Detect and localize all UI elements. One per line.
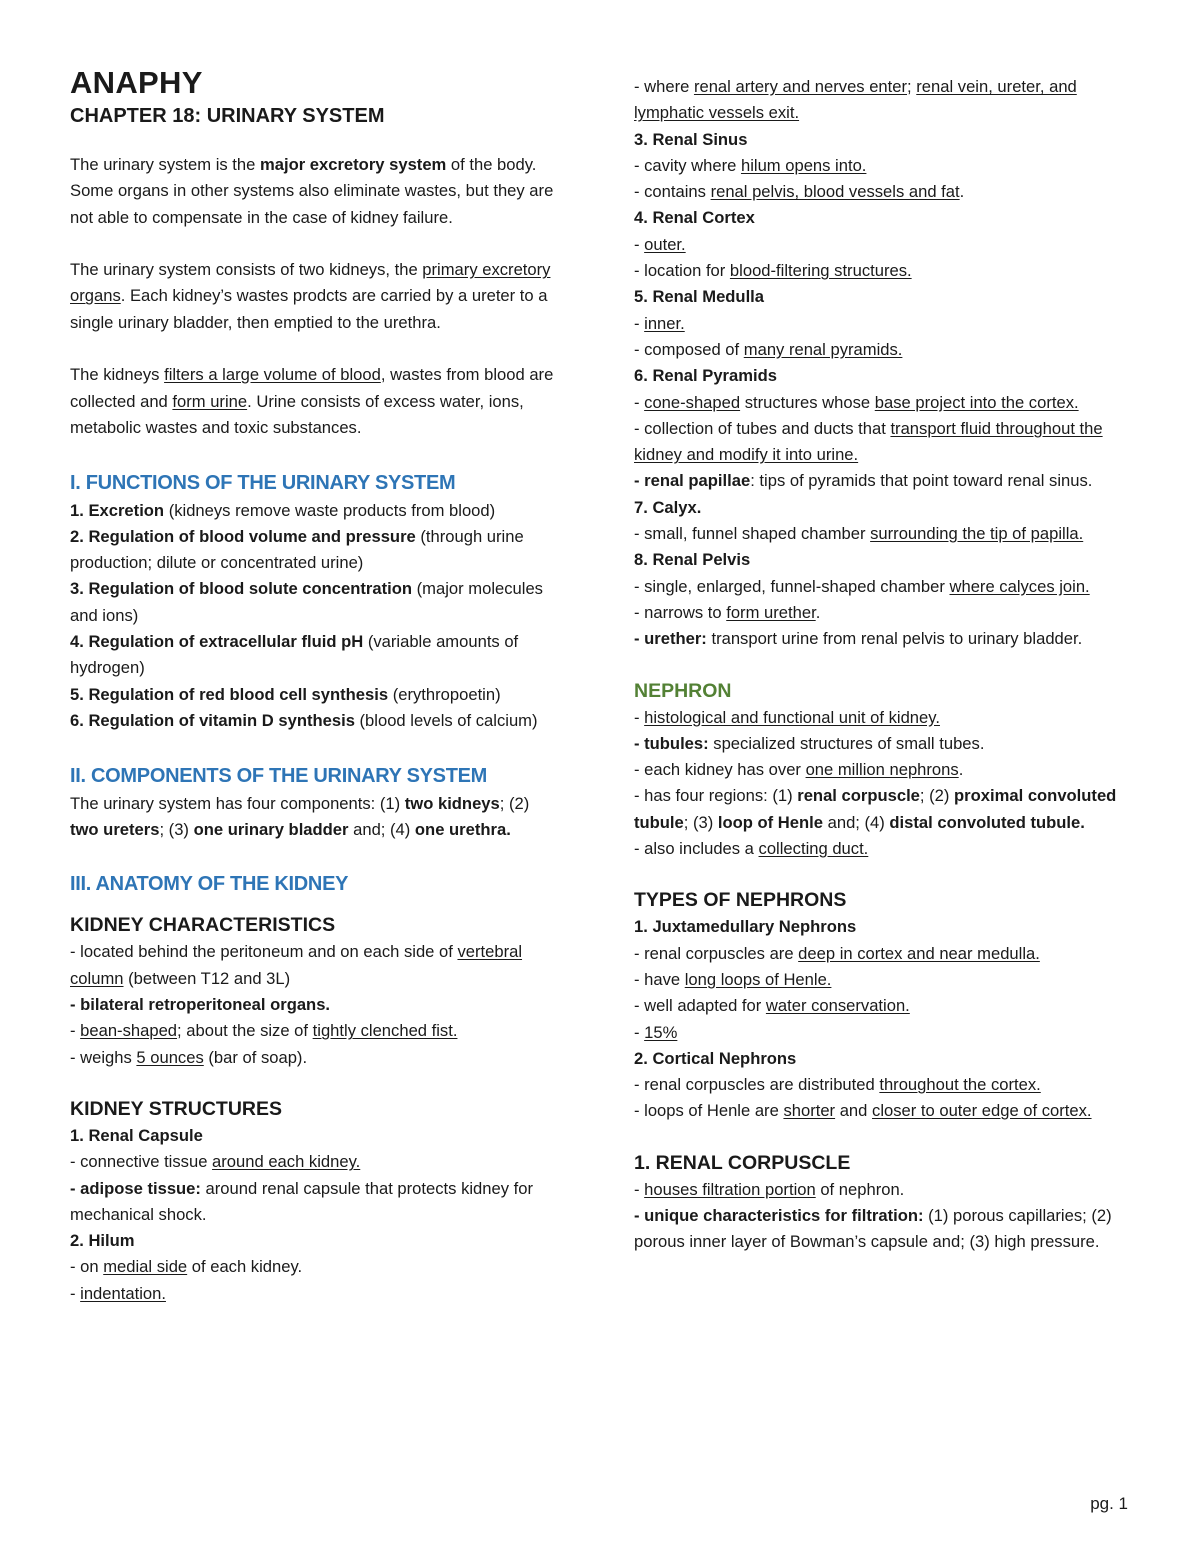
- structure-item: - cone-shaped structures whose base project into the cortex.: [634, 392, 1079, 412]
- structure-title: 4. Renal Cortex: [634, 208, 755, 228]
- right-column: [634, 74, 1134, 1256]
- structure-title: 6. Renal Pyramids: [634, 366, 777, 386]
- kidney-structures-heading: KIDNEY STRUCTURES: [70, 1097, 282, 1120]
- structure-title: 1. Renal Capsule: [70, 1125, 203, 1145]
- structure-item: - location for blood-filtering structures.: [634, 261, 912, 281]
- structure-item: - indentation.: [70, 1283, 166, 1303]
- functions-heading: I. FUNCTIONS OF THE URINARY SYSTEM: [70, 471, 456, 494]
- nephron-type-item: - well adapted for water conservation.: [634, 996, 910, 1016]
- components-heading: II. COMPONENTS OF THE URINARY SYSTEM: [70, 764, 488, 787]
- page-number: pg. 1: [1090, 1494, 1128, 1513]
- nephron-type-item: - renal corpuscles are distributed throughout the cortex.: [634, 1075, 1041, 1095]
- structure-title: 7. Calyx.: [634, 497, 702, 517]
- nephron-heading: NEPHRON: [634, 679, 732, 702]
- structure-item: - single, enlarged, funnel-shaped chamber where calyces join.: [634, 576, 1090, 596]
- function-item: 2. Regulation of blood volume and pressure (through urine production; dilute or concentrated urine): [70, 526, 524, 573]
- types-of-nephrons-heading: TYPES OF NEPHRONS: [634, 889, 847, 912]
- function-item: 5. Regulation of red blood cell synthesis (erythropoetin): [70, 684, 501, 704]
- structure-title: 3. Renal Sinus: [634, 129, 748, 149]
- intro-paragraph-3: The kidneys filters a large volume of blood, wastes from blood are collected and form urine. Urine consists of excess water, ions, metabolic wastes and toxic substances.: [70, 365, 554, 437]
- structure-item: - urether: transport urine from renal pelvis to urinary bladder.: [634, 629, 1083, 649]
- nephron-type-title: 1. Juxtamedullary Nephrons: [634, 917, 857, 937]
- functions-list: [70, 498, 562, 735]
- characteristic-item: - bilateral retroperitoneal organs.: [70, 995, 331, 1015]
- renal-corpuscle-heading: 1. RENAL CORPUSCLE: [634, 1151, 851, 1174]
- structure-item: - contains renal pelvis, blood vessels and fat.: [634, 182, 965, 202]
- corpuscle-item: - unique characteristics for filtration: (1) porous capillaries; (2) porous inner layer of Bowman’s capsule and; (3) high pressure.: [634, 1205, 1112, 1252]
- structure-item: - on medial side of each kidney.: [70, 1257, 303, 1277]
- intro-paragraph-1: The urinary system is the major excretory system of the body. Some organs in other systems also eliminate wastes, but they are not able to compensate in the case of kidney failure.: [70, 155, 554, 227]
- function-item: 3. Regulation of blood solute concentration (major molecules and ions): [70, 579, 543, 625]
- anatomy-heading: III. ANATOMY OF THE KIDNEY: [70, 873, 349, 896]
- kidney-characteristics-heading: KIDNEY CHARACTERISTICS: [70, 914, 336, 937]
- nephron-item: - also includes a collecting duct.: [634, 839, 869, 859]
- structure-title: 2. Hilum: [70, 1231, 135, 1251]
- document-title: ANAPHY: [70, 65, 203, 100]
- corpuscle-item: - houses filtration portion of nephron.: [634, 1179, 905, 1199]
- structure-item: - collection of tubes and ducts that transport fluid throughout the kidney and modify it into urine.: [634, 418, 1103, 465]
- nephron-type-title: 2. Cortical Nephrons: [634, 1048, 797, 1068]
- structure-item: - cavity where hilum opens into.: [634, 155, 867, 175]
- nephron-item: - each kidney has over one million nephrons.: [634, 760, 964, 780]
- nephron-type-item: - have long loops of Henle.: [634, 969, 832, 989]
- structure-item: - where renal artery and nerves enter; renal vein, ureter, and lymphatic vessels exit.: [634, 77, 1077, 123]
- structure-item: - narrows to form urether.: [634, 602, 821, 622]
- structure-item: - outer.: [634, 234, 686, 254]
- characteristic-item: - weighs 5 ounces (bar of soap).: [70, 1047, 308, 1067]
- structure-item: - adipose tissue: around renal capsule that protects kidney for mechanical shock.: [70, 1178, 534, 1224]
- intro-paragraph-2: The urinary system consists of two kidneys, the primary excretory organs. Each kidney’s wastes prodcts are carried by a ureter to a single urinary bladder, then emptied to the urethra.: [70, 260, 551, 332]
- nephron-type-item: - loops of Henle are shorter and closer to outer edge of cortex.: [634, 1101, 1092, 1121]
- nephron-item: - has four regions: (1) renal corpuscle; (2) proximal convoluted tubule; (3) loop of Henle and; (4) distal convoluted tubule.: [634, 786, 1117, 832]
- function-item: 6. Regulation of vitamin D synthesis (blood levels of calcium): [70, 710, 538, 730]
- left-column: [70, 66, 562, 1307]
- structure-title: 8. Renal Pelvis: [634, 550, 751, 570]
- structure-item: - connective tissue around each kidney.: [70, 1152, 361, 1172]
- nephron-item: - histological and functional unit of kidney.: [634, 707, 940, 727]
- nephron-type-item: - renal corpuscles are deep in cortex and near medulla.: [634, 943, 1040, 963]
- nephron-type-item: - 15%: [634, 1022, 678, 1042]
- function-item: 4. Regulation of extracellular fluid pH (variable amounts of hydrogen): [70, 632, 519, 678]
- structure-item: - small, funnel shaped chamber surrounding the tip of papilla.: [634, 524, 1084, 544]
- components-paragraph: The urinary system has four components: (1) two kidneys; (2) two ureters; (3) one urinary bladder and; (4) one urethra.: [70, 793, 530, 839]
- structure-item: - inner.: [634, 313, 685, 333]
- structure-item: - renal papillae: tips of pyramids that point toward renal sinus.: [634, 471, 1093, 491]
- function-item: 1. Excretion (kidneys remove waste products from blood): [70, 500, 496, 520]
- structure-item: - composed of many renal pyramids.: [634, 339, 903, 359]
- structure-title: 5. Renal Medulla: [634, 287, 765, 307]
- characteristic-item: - bean-shaped; about the size of tightly clenched fist.: [70, 1021, 458, 1041]
- chapter-title: CHAPTER 18: URINARY SYSTEM: [70, 105, 385, 127]
- nephron-item: - tubules: specialized structures of small tubes.: [634, 733, 985, 753]
- characteristic-item: - located behind the peritoneum and on each side of vertebral column (between T12 and 3L): [70, 942, 523, 988]
